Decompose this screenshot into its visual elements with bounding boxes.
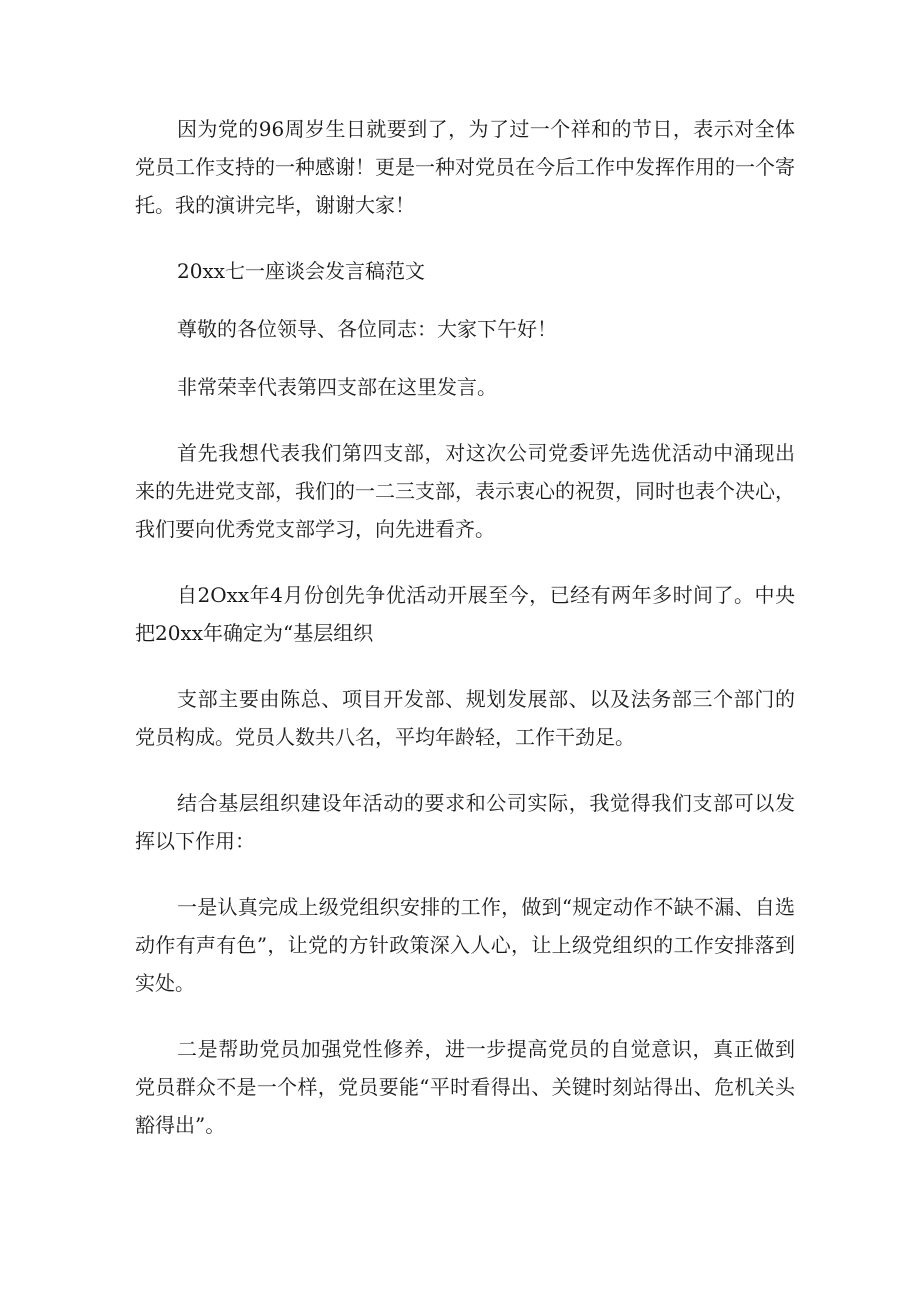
- paragraph-point-two: 二是帮助党员加强党性修养，进一步提高党员的自觉意识，真正做到党员群众不是一个样，党员要能“平时看得出、关键时刻站得出、危机关头豁得出”。: [135, 1037, 795, 1137]
- document-body: [135, 110, 795, 1172]
- paragraph-introduction: 非常荣幸代表第四支部在这里发言。: [177, 375, 497, 399]
- paragraph-branch-role: 结合基层组织建设年活动的要求和公司实际，我觉得我们支部可以发挥以下作用：: [135, 791, 795, 853]
- paragraph-branch-composition: 支部主要由陈总、项目开发部、规划发展部、以及法务部三个部门的党员构成。党员人数共八名，平均年龄轻，工作干劲足。: [135, 687, 795, 749]
- paragraph-greeting: 尊敬的各位领导、各位同志：大家下午好！: [177, 317, 557, 341]
- paragraph-activity-background: 自2Oxx年4月份创先争优活动开展至今，已经有两年多时间了。中央把20xx年确定为“基层组织: [135, 583, 795, 645]
- paragraph-point-one: 一是认真完成上级党组织安排的工作，做到“规定动作不缺不漏、自选动作有声有色”，让党的方针政策深入人心，让上级党组织的工作安排落到实处。: [135, 895, 795, 995]
- paragraph-congratulations: 首先我想代表我们第四支部，对这次公司党委评先选优活动中涌现出来的先进党支部，我们的一二三支部，表示衷心的祝贺，同时也表个决心，我们要向优秀党支部学习，向先进看齐。: [135, 441, 795, 541]
- paragraph-closing-remarks: 因为党的96周岁生日就要到了，为了过一个祥和的节日，表示对全体党员工作支持的一种感谢！更是一种对党员在今后工作中发挥作用的一个寄托。我的演讲完毕，谢谢大家！: [135, 117, 795, 217]
- section-title: 20xx七一座谈会发言稿范文: [177, 259, 426, 283]
